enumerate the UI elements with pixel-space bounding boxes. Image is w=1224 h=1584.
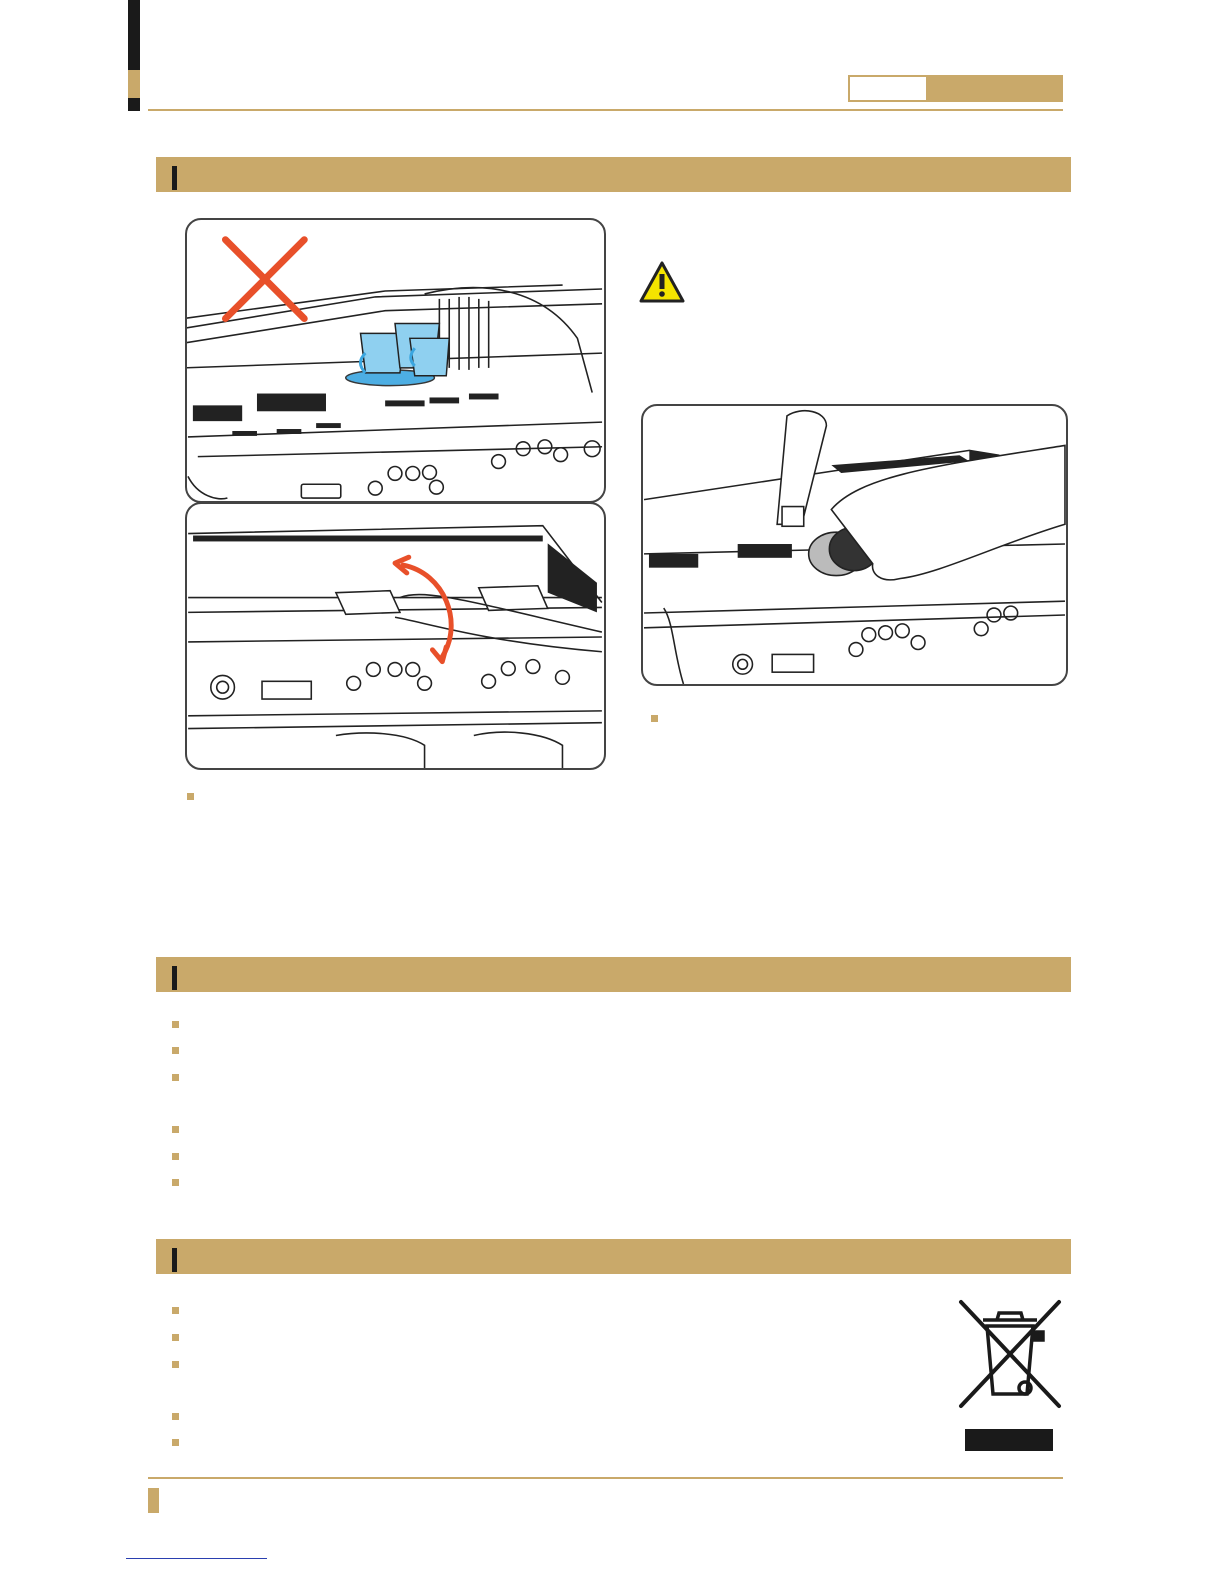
list-item-bullet [172,1307,179,1314]
wet-cups [346,324,450,386]
figure-lift-panel [185,502,606,770]
header-bar-dark [128,0,140,70]
header-tab-left [848,75,928,102]
section-3-header [156,1239,1071,1274]
list-item-bullet [172,1413,179,1420]
list-item-bullet [172,1439,179,1446]
remove-cap-illustration [643,406,1066,684]
section-marker [172,1248,177,1272]
section-marker [172,966,177,990]
list-item-bullet [172,1179,179,1186]
warning-triangle-icon [638,260,686,304]
lift-panel-illustration [187,504,604,768]
header-rule [148,109,1063,111]
crossed-wheelie-bin-icon [955,1298,1065,1453]
header-bar-gold [128,70,140,98]
header-tab-right [928,75,1063,102]
list-item-bullet [172,1334,179,1341]
caption-bullet [187,793,194,800]
footer-rule [148,1477,1063,1479]
cups-on-warmer-illustration [187,220,604,501]
list-item-bullet [172,1074,179,1081]
footer-page-marker [148,1488,159,1513]
list-item-bullet [172,1021,179,1028]
list-item-bullet [172,1361,179,1368]
figure-remove-cap [641,404,1068,686]
caption-bullet [651,715,658,722]
list-item-bullet [172,1047,179,1054]
section-marker [172,166,177,190]
figure-cups-not-allowed [185,218,606,503]
list-item-bullet [172,1153,179,1160]
header-bar-dark-small [128,98,140,111]
bottom-link-underline[interactable] [126,1558,267,1559]
list-item-bullet [172,1126,179,1133]
section-2-header [156,957,1071,992]
section-1-header [156,157,1071,192]
